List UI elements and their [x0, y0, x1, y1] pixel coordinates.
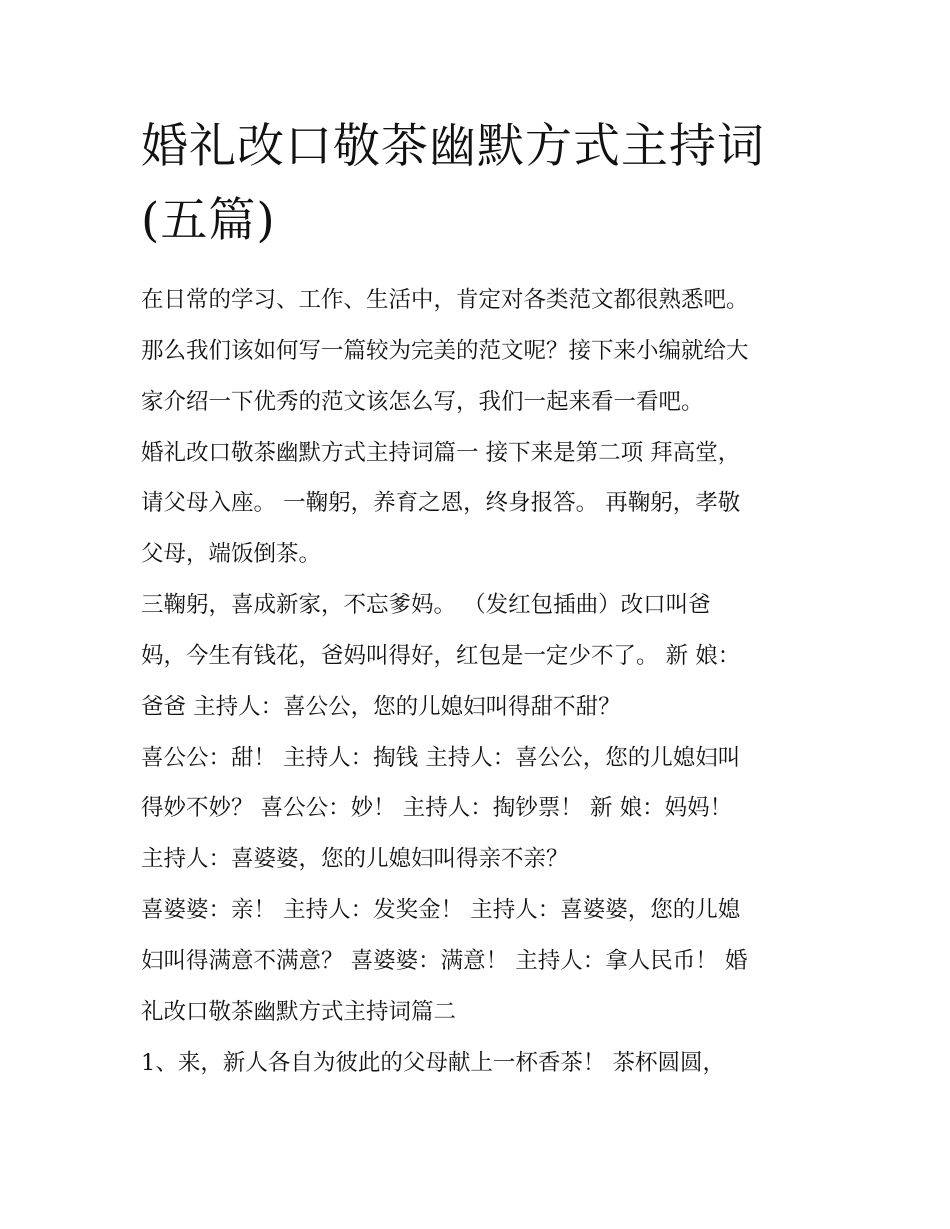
- body-line-11: 得妙不妙？ 喜公公：妙！ 主持人：掏钞票！ 新 娘：妈妈！: [141, 795, 733, 821]
- body-line-4: 婚礼改口敬茶幽默方式主持词篇一 接下来是第二项 拜高堂，: [141, 440, 741, 466]
- title-line-1: 婚礼改口敬茶幽默方式主持词: [141, 119, 765, 174]
- body-line-13: 喜婆婆：亲！ 主持人：发奖金！ 主持人：喜婆婆，您的儿媳: [141, 897, 741, 923]
- body-line-1: 在日常的学习、工作、生活中，肯定对各类范文都很熟悉吧。: [141, 287, 749, 313]
- body-line-16: 1、来，新人各自为彼此的父母献上一杯香茶！ 茶杯圆圆，: [141, 1050, 725, 1076]
- body-line-10: 喜公公：甜！ 主持人：掏钱 主持人：喜公公，您的儿媳妇叫: [141, 745, 741, 771]
- body-line-2: 那么我们该如何写一篇较为完美的范文呢？接下来小编就给大: [141, 338, 749, 364]
- body-line-6: 父母，端饭倒茶。: [141, 541, 322, 567]
- body-line-9: 爸爸 主持人：喜公公，您的儿媳妇叫得甜不甜？: [141, 694, 621, 720]
- body-line-5: 请父母入座。 一鞠躬，养育之恩，终身报答。 再鞠躬，孝敬: [141, 490, 741, 516]
- body-line-14: 妇叫得满意不满意？ 喜婆婆：满意！ 主持人：拿人民币！ 婚: [141, 948, 748, 974]
- body-line-12: 主持人：喜婆婆，您的儿媳妇叫得亲不亲？: [141, 846, 569, 872]
- title-line-2: (五篇): [141, 193, 276, 248]
- body-line-8: 妈，今生有钱花，爸妈叫得好，红包是一定少不了。 新 娘：: [141, 643, 741, 669]
- document-title: [141, 110, 841, 258]
- body-line-7: 三鞠躬，喜成新家，不忘爹妈。 （发红包插曲）改口叫爸: [141, 592, 711, 618]
- body-line-3: 家介绍一下优秀的范文该怎么写，我们一起来看一看吧。: [141, 389, 704, 415]
- body-line-15: 礼改口敬茶幽默方式主持词篇二: [141, 999, 457, 1025]
